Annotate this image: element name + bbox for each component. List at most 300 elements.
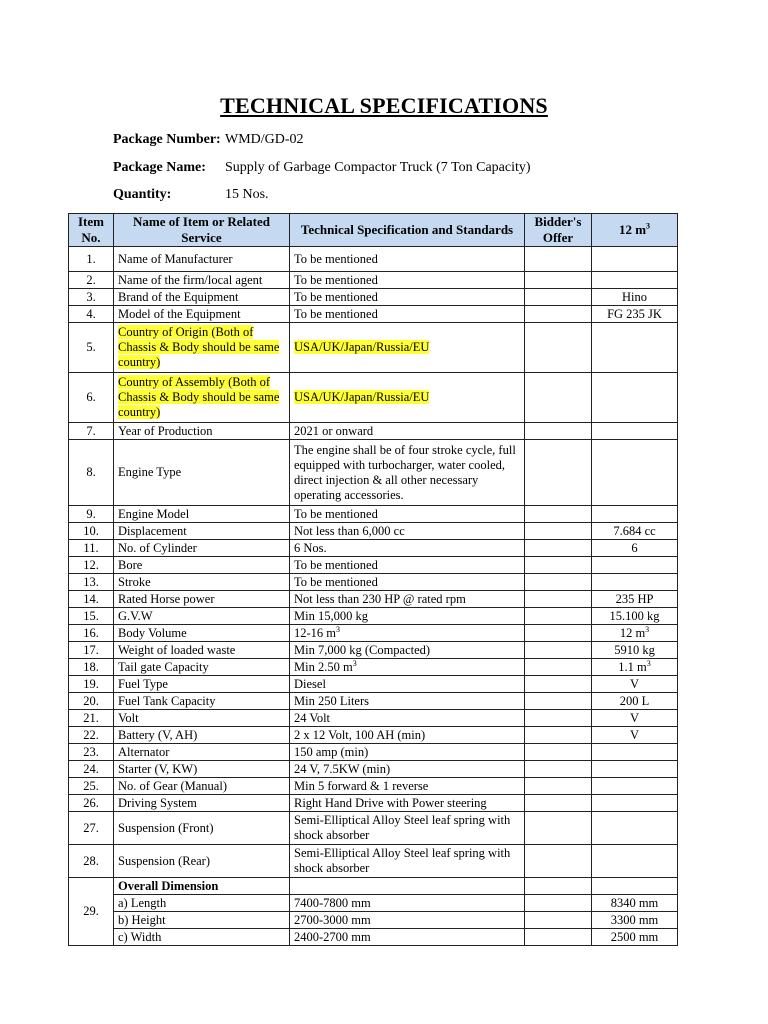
cell-offer [525,727,592,744]
cell-spec [290,272,525,289]
cell-name [114,845,290,878]
cell-offer [525,540,592,557]
package-name-label: Package Name: [113,160,206,175]
cell-item-no-text: 2. [86,272,96,287]
cell-col5-sup: 3 [646,658,651,668]
cell-spec [290,608,525,625]
cell-col5 [592,523,678,540]
cell-offer [525,744,592,761]
cell-item-no-text: 26. [83,795,99,810]
cell-spec [290,693,525,710]
table-row [69,778,678,795]
cell-col5-text: 8340 mm [610,895,659,910]
cell-item-no [69,373,114,423]
cell-offer [525,812,592,845]
cell-col5 [592,625,678,642]
table-row [69,540,678,557]
cell-item-no-text: 27. [83,820,99,835]
cell-item-no [69,440,114,506]
table-row [69,761,678,778]
cell-item-no-text: 22. [83,727,99,742]
cell-name [114,642,290,659]
cell-col5-text: V [629,676,640,691]
cell-name-heading [114,878,290,895]
cell-item-no-text: 13. [83,574,99,589]
cell-offer [525,778,592,795]
cell-spec [290,591,525,608]
cell-spec-sup: 3 [352,658,357,668]
package-number-value: WMD/GD-02 [225,132,304,147]
package-name-line [113,160,531,176]
table-row [69,912,678,929]
cell-offer [525,895,592,912]
cell-spec [290,845,525,878]
cell-name-text: No. of Cylinder [118,540,197,555]
header-name: Name of Item or Related Service [114,214,290,247]
cell-col5-sup: 3 [645,624,650,634]
cell-spec-text: Right Hand Drive with Power steering [294,795,487,810]
cell-col5-text: 1.1 m [618,659,647,674]
cell-item-no-text: 8. [86,465,96,479]
table-row [69,247,678,272]
cell-item-no [69,795,114,812]
cell-name [114,289,290,306]
cell-spec-text: 6 Nos. [294,540,327,555]
cell-item-no-text: 7. [86,423,96,438]
cell-spec [290,912,525,929]
cell-col5 [592,878,678,895]
cell-name-text: Suspension (Rear) [118,853,210,868]
cell-item-no-text: 20. [83,693,99,708]
cell-col5 [592,761,678,778]
cell-offer [525,247,592,272]
table-body [69,247,678,946]
table-row [69,659,678,676]
cell-item-no [69,693,114,710]
cell-spec [290,744,525,761]
cell-spec [290,557,525,574]
cell-spec-text: To be mentioned [294,557,378,572]
cell-name [114,506,290,523]
spec-table [68,213,678,946]
cell-col5-text: 3300 mm [610,912,659,927]
cell-spec [290,373,525,423]
cell-spec [290,710,525,727]
cell-name-text: Engine Model [118,506,190,521]
cell-col5 [592,676,678,693]
cell-spec-text: Min 2.50 m [294,659,353,674]
cell-name-text: Fuel Tank Capacity [118,693,216,708]
cell-col5 [592,795,678,812]
header-col5 [592,214,678,247]
cell-item-no [69,608,114,625]
cell-spec-sup: 3 [336,624,341,634]
cell-item-no [69,289,114,306]
header-col5-sup: 3 [646,221,651,231]
table-row [69,440,678,506]
cell-col5-text: 6 [631,540,638,555]
cell-item-no-text: 23. [83,744,99,759]
cell-name [114,272,290,289]
cell-spec-text: To be mentioned [294,272,378,287]
cell-name-text: Country of Assembly (Both of Chassis & Body should be same country) [118,375,280,419]
cell-offer [525,845,592,878]
cell-col5 [592,306,678,323]
cell-item-no [69,323,114,373]
cell-name-text: Tail gate Capacity [118,659,209,674]
cell-spec [290,727,525,744]
cell-name [114,574,290,591]
cell-offer [525,761,592,778]
cell-col5 [592,744,678,761]
cell-spec [290,574,525,591]
cell-name-text: c) Width [118,929,162,944]
cell-spec [290,878,525,895]
table-row [69,272,678,289]
table-row [69,608,678,625]
cell-spec [290,642,525,659]
cell-offer [525,710,592,727]
table-row [69,574,678,591]
cell-item-no [69,744,114,761]
cell-item-no [69,878,114,946]
cell-name [114,659,290,676]
cell-offer [525,625,592,642]
cell-offer [525,574,592,591]
cell-offer [525,878,592,895]
cell-col5-text: 235 HP [615,591,654,606]
cell-spec [290,812,525,845]
cell-item-no-text: 17. [83,642,99,657]
cell-item-no-text: 16. [83,625,99,640]
cell-item-no-text: 25. [83,778,99,793]
cell-item-no [69,557,114,574]
cell-col5 [592,373,678,423]
cell-name [114,895,290,912]
cell-col5 [592,608,678,625]
header-spec: Technical Specification and Standards [290,214,525,247]
cell-offer [525,423,592,440]
cell-name [114,323,290,373]
cell-spec [290,929,525,946]
cell-name-text: Weight of loaded waste [118,642,236,657]
cell-item-no-text: 5. [86,340,96,354]
cell-spec-text: 7400-7800 mm [294,895,371,910]
cell-item-no [69,423,114,440]
cell-spec-text: Not less than 230 HP @ rated rpm [294,591,466,606]
cell-col5 [592,727,678,744]
package-number-label: Package Number: [113,132,221,147]
cell-name-text: Engine Type [118,465,182,479]
cell-col5 [592,272,678,289]
table-row [69,523,678,540]
cell-col5-text: 15.100 kg [609,608,660,623]
cell-name [114,727,290,744]
header-item-no: Item No. [69,214,114,247]
cell-name-text: Stroke [118,574,151,589]
cell-item-no [69,306,114,323]
cell-item-no [69,523,114,540]
cell-spec [290,506,525,523]
cell-spec-text: Min 250 Liters [294,693,369,708]
cell-offer [525,306,592,323]
table-row [69,727,678,744]
cell-spec-text: To be mentioned [294,306,378,321]
cell-spec-text: 150 amp (min) [294,744,369,759]
cell-name-heading-text: Overall Dimension [118,878,219,893]
document-title: TECHNICAL SPECIFICATIONS [220,93,548,118]
table-row [69,591,678,608]
cell-spec-text: 2021 or onward [294,423,374,438]
table-row [69,710,678,727]
cell-item-no-text: 18. [83,659,99,674]
cell-item-no [69,642,114,659]
cell-name [114,540,290,557]
cell-col5 [592,642,678,659]
cell-spec-text: To be mentioned [294,506,378,521]
cell-offer [525,523,592,540]
cell-item-no-text: 4. [86,306,96,321]
cell-col5-text: 2500 mm [610,929,659,944]
cell-spec [290,289,525,306]
cell-item-no-text: 21. [83,710,99,725]
cell-name [114,373,290,423]
table-row [69,812,678,845]
cell-name [114,744,290,761]
cell-name [114,423,290,440]
cell-col5 [592,591,678,608]
cell-spec-text: Not less than 6,000 cc [294,523,405,538]
table-row [69,895,678,912]
cell-item-no-text: 11. [83,540,99,555]
table-row [69,373,678,423]
cell-name [114,710,290,727]
cell-col5 [592,440,678,506]
cell-spec-text: 2 x 12 Volt, 100 AH (min) [294,727,426,742]
cell-name-text: Battery (V, AH) [118,727,198,742]
cell-spec-text: Min 7,000 kg (Compacted) [294,642,431,657]
cell-item-no [69,761,114,778]
cell-item-no [69,574,114,591]
quantity-line [113,187,269,203]
table-row [69,929,678,946]
cell-spec [290,306,525,323]
cell-offer [525,373,592,423]
cell-spec-text: 24 V, 7.5KW (min) [294,761,391,776]
cell-col5 [592,423,678,440]
cell-name [114,557,290,574]
cell-col5 [592,323,678,373]
cell-col5-text: Hino [622,289,647,304]
table-row [69,506,678,523]
cell-item-no [69,625,114,642]
cell-col5 [592,912,678,929]
cell-spec-text: 24 Volt [294,710,331,725]
cell-col5 [592,929,678,946]
cell-item-no-text: 3. [86,289,96,304]
cell-spec-text: 2700-3000 mm [294,912,371,927]
cell-spec [290,625,525,642]
cell-offer [525,912,592,929]
cell-name-text: Starter (V, KW) [118,761,198,776]
cell-offer [525,323,592,373]
cell-col5-text: FG 235 JK [607,306,662,321]
cell-offer [525,440,592,506]
cell-col5 [592,506,678,523]
cell-name-text: Suspension (Front) [118,820,214,835]
cell-name-text: Name of the firm/local agent [118,272,263,287]
cell-item-no [69,591,114,608]
cell-item-no [69,659,114,676]
cell-col5 [592,710,678,727]
package-number-line [113,132,304,148]
cell-col5 [592,557,678,574]
cell-item-no-text: 9. [86,506,96,521]
quantity-value: 15 Nos. [225,187,269,202]
cell-col5 [592,540,678,557]
cell-name [114,523,290,540]
cell-name-text: Country of Origin (Both of Chassis & Body should be same country) [118,325,280,369]
cell-name [114,795,290,812]
cell-spec-text: To be mentioned [294,289,378,304]
cell-spec [290,778,525,795]
cell-spec [290,523,525,540]
cell-name-text: G.V.W [118,608,153,623]
cell-item-no [69,506,114,523]
cell-name-text: a) Length [118,895,167,910]
cell-col5-text: 12 m [619,625,646,640]
cell-name-text: b) Height [118,912,166,927]
table-row [69,625,678,642]
table-row [69,289,678,306]
cell-name [114,591,290,608]
cell-item-no [69,272,114,289]
cell-item-no [69,676,114,693]
cell-offer [525,642,592,659]
cell-spec [290,761,525,778]
cell-name-text: Year of Production [118,423,213,438]
cell-name [114,676,290,693]
cell-col5 [592,247,678,272]
cell-spec-text: Semi-Elliptical Alloy Steel leaf spring with shock absorber [294,846,511,875]
cell-item-no [69,540,114,557]
table-row [69,557,678,574]
cell-offer [525,272,592,289]
cell-name-text: Brand of the Equipment [118,289,239,304]
cell-name [114,608,290,625]
cell-name-text: Fuel Type [118,676,168,691]
cell-col5 [592,895,678,912]
cell-offer [525,693,592,710]
cell-item-no-text: 12. [83,557,99,572]
cell-name [114,440,290,506]
cell-item-no-text: 10. [83,523,99,538]
cell-col5 [592,778,678,795]
cell-item-no-text: 15. [83,608,99,623]
cell-offer [525,659,592,676]
cell-name-text: Name of Manufacturer [118,251,233,266]
cell-name [114,247,290,272]
cell-name-text: Volt [118,710,139,725]
table-row [69,423,678,440]
quantity-label: Quantity: [113,187,172,202]
cell-item-no [69,710,114,727]
cell-item-no-text: 19. [83,676,99,691]
table-header-row [69,214,678,247]
cell-name-text: Alternator [118,744,170,759]
cell-col5 [592,574,678,591]
header-offer: Bidder's Offer [525,214,592,247]
cell-spec-text: To be mentioned [294,574,378,589]
cell-item-no [69,727,114,744]
cell-spec-text: The engine shall be of four stroke cycle, full equipped with turbocharger, water cooled, direct injection & all other necessary operating accessories. [294,442,516,502]
table-row [69,642,678,659]
cell-name-text: Displacement [118,523,187,538]
table-row [69,845,678,878]
cell-item-no-text: 6. [86,390,96,404]
cell-name-text: Model of the Equipment [118,306,241,321]
cell-spec [290,895,525,912]
cell-spec [290,247,525,272]
cell-name-text: Driving System [118,795,197,810]
cell-offer [525,557,592,574]
cell-spec [290,323,525,373]
cell-spec-text: 12-16 m [294,625,337,640]
cell-col5-text: V [629,727,640,742]
cell-col5-text: 7.684 cc [613,523,656,538]
header-col5-text: 12 m [618,222,647,237]
cell-spec-text: 2400-2700 mm [294,929,371,944]
cell-spec-text: Semi-Elliptical Alloy Steel leaf spring with shock absorber [294,813,511,842]
cell-name [114,912,290,929]
table-row [69,744,678,761]
cell-col5-text: 200 L [619,693,650,708]
cell-col5-text: 5910 kg [614,642,655,657]
cell-item-no-text: 1. [86,251,96,266]
cell-spec [290,440,525,506]
cell-col5-text: V [629,710,640,725]
cell-offer [525,608,592,625]
cell-name [114,306,290,323]
cell-col5 [592,659,678,676]
cell-offer [525,506,592,523]
cell-spec-text: Diesel [294,676,326,691]
cell-item-no-text: 24. [83,761,99,776]
cell-item-no-text: 14. [83,591,99,606]
cell-name [114,812,290,845]
table-row [69,676,678,693]
cell-col5 [592,812,678,845]
cell-item-no [69,778,114,795]
cell-name [114,693,290,710]
cell-spec [290,795,525,812]
cell-spec-text: To be mentioned [294,251,378,266]
cell-item-no [69,845,114,878]
cell-spec [290,659,525,676]
table-row [69,693,678,710]
cell-col5 [592,693,678,710]
cell-offer [525,591,592,608]
cell-offer [525,929,592,946]
cell-col5 [592,289,678,306]
cell-item-no-text: 28. [83,853,99,868]
cell-offer [525,795,592,812]
cell-name-text: Body Volume [118,625,187,640]
cell-spec [290,540,525,557]
table-row [69,795,678,812]
cell-name [114,778,290,795]
cell-spec-text: USA/UK/Japan/Russia/EU [294,340,430,354]
